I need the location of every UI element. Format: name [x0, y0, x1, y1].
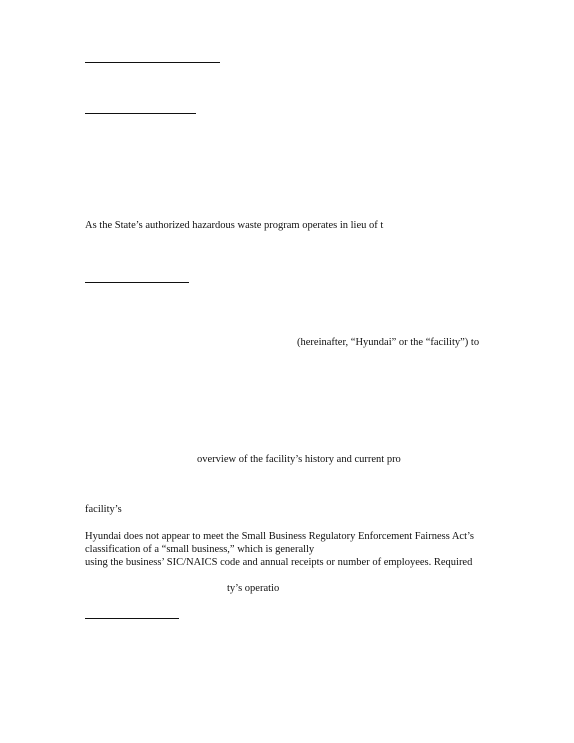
paragraph-line: using the business’ SIC/NAICS code and annual receipts or number of employees. Required	[85, 557, 473, 568]
paragraph-line: facility’s	[85, 504, 122, 515]
paragraph-line: As the State’s authorized hazardous waste program operates in lieu of t	[85, 220, 384, 231]
paragraph-line: ty’s operatio	[227, 583, 280, 594]
heading-underline	[85, 62, 220, 63]
paragraph-line: (hereinafter, “Hyundai” or the “facility”) to	[297, 337, 480, 348]
paragraph-line: Hyundai does not appear to meet the Small Business Regulatory Enforcement Fairness Act’s	[85, 531, 475, 542]
heading-underline	[85, 618, 179, 619]
paragraph-line: overview of the facility’s history and current pro	[197, 454, 401, 465]
heading-underline	[85, 282, 189, 283]
heading-underline	[85, 113, 196, 114]
paragraph-line: classification of a “small business,” which is generally	[85, 544, 315, 555]
